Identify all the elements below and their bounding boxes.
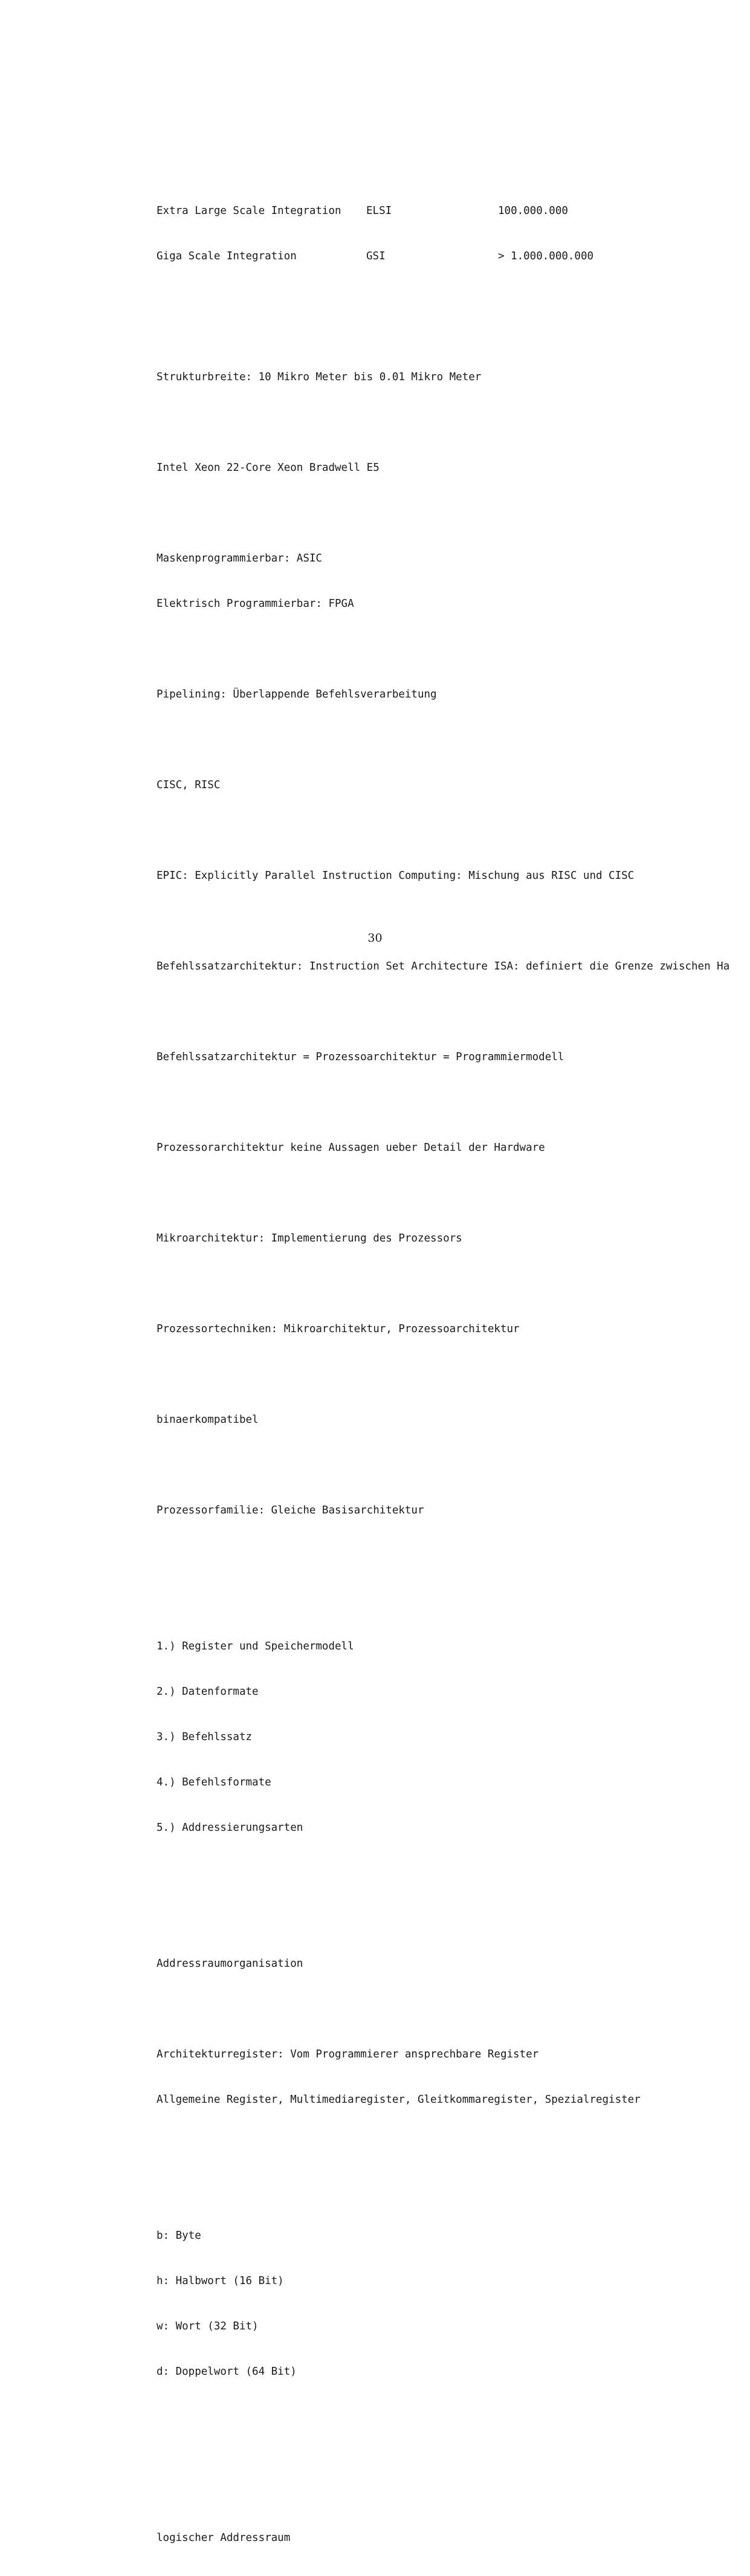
page-number: 30 — [367, 931, 383, 945]
document-body — [157, 158, 750, 2576]
text-line: binaerkompatibel — [157, 1414, 259, 1426]
text-line: Prozessortechniken: Mikroarchitektur, Prozessoarchitektur — [157, 1323, 520, 1335]
integration-count: 100.000.000 — [498, 205, 568, 217]
table-row — [157, 249, 750, 264]
text-line: Strukturbreite: 10 Mikro Meter bis 0.01 Mikro Meter — [157, 371, 482, 383]
text-line: Intel Xeon 22-Core Xeon Bradwell E5 — [157, 462, 380, 474]
numbered-list — [157, 1609, 750, 1866]
list-item: d: Doppelwort (64 Bit) — [157, 2366, 297, 2378]
text-line: CISC, RISC — [157, 779, 221, 791]
integration-abbr: GSI — [366, 250, 386, 262]
list-item: 4.) Befehlsformate — [157, 1776, 271, 1788]
text-line: Befehlssatzarchitektur: Instruction Set Architecture ISA: definiert die Grenze zwischen Ha — [157, 960, 730, 972]
text-line: Maskenprogrammierbar: ASIC — [157, 552, 322, 565]
text-line: Architekturregister: Vom Programmierer ansprechbare Register — [157, 2048, 539, 2060]
text-line: Elektrisch Programmierbar: FPGA — [157, 598, 354, 610]
integration-abbr: ELSI — [366, 205, 392, 217]
integration-name: Giga Scale Integration — [157, 250, 297, 262]
text-line: Mikroarchitektur: Implementierung des Prozessors — [157, 1232, 462, 1244]
list-item: h: Halbwort (16 Bit) — [157, 2275, 284, 2287]
text-line: Addressraumorganisation — [157, 1958, 303, 1970]
table-row — [157, 204, 750, 219]
list-item: 3.) Befehlssatz — [157, 1731, 253, 1743]
data-size-list — [157, 2198, 750, 2410]
text-line: EPIC: Explicitly Parallel Instruction Computing: Mischung aus RISC und CISC — [157, 870, 635, 882]
list-item: 1.) Register und Speichermodell — [157, 1640, 354, 1652]
text-line: Allgemeine Register, Multimediaregister, Gleitkommaregister, Spezialregister — [157, 2094, 641, 2106]
integration-count: > 1.000.000.000 — [498, 250, 594, 262]
list-item: 5.) Addressierungsarten — [157, 1822, 303, 1834]
list-item: b: Byte — [157, 2230, 201, 2242]
text-line: Prozessorarchitektur keine Aussagen ueber Detail der Hardware — [157, 1142, 545, 1154]
list-item: 2.) Datenformate — [157, 1686, 259, 1698]
integration-name: Extra Large Scale Integration — [157, 205, 341, 217]
text-line: Befehlssatzarchitektur = Prozessoarchitektur = Programmiermodell — [157, 1051, 564, 1063]
text-line: logischer Addressraum — [157, 2532, 291, 2544]
text-line: Pipelining: Überlappende Befehlsverarbeitung — [157, 688, 437, 701]
list-item: w: Wort (32 Bit) — [157, 2320, 259, 2332]
text-line: Prozessorfamilie: Gleiche Basisarchitektur — [157, 1504, 424, 1516]
